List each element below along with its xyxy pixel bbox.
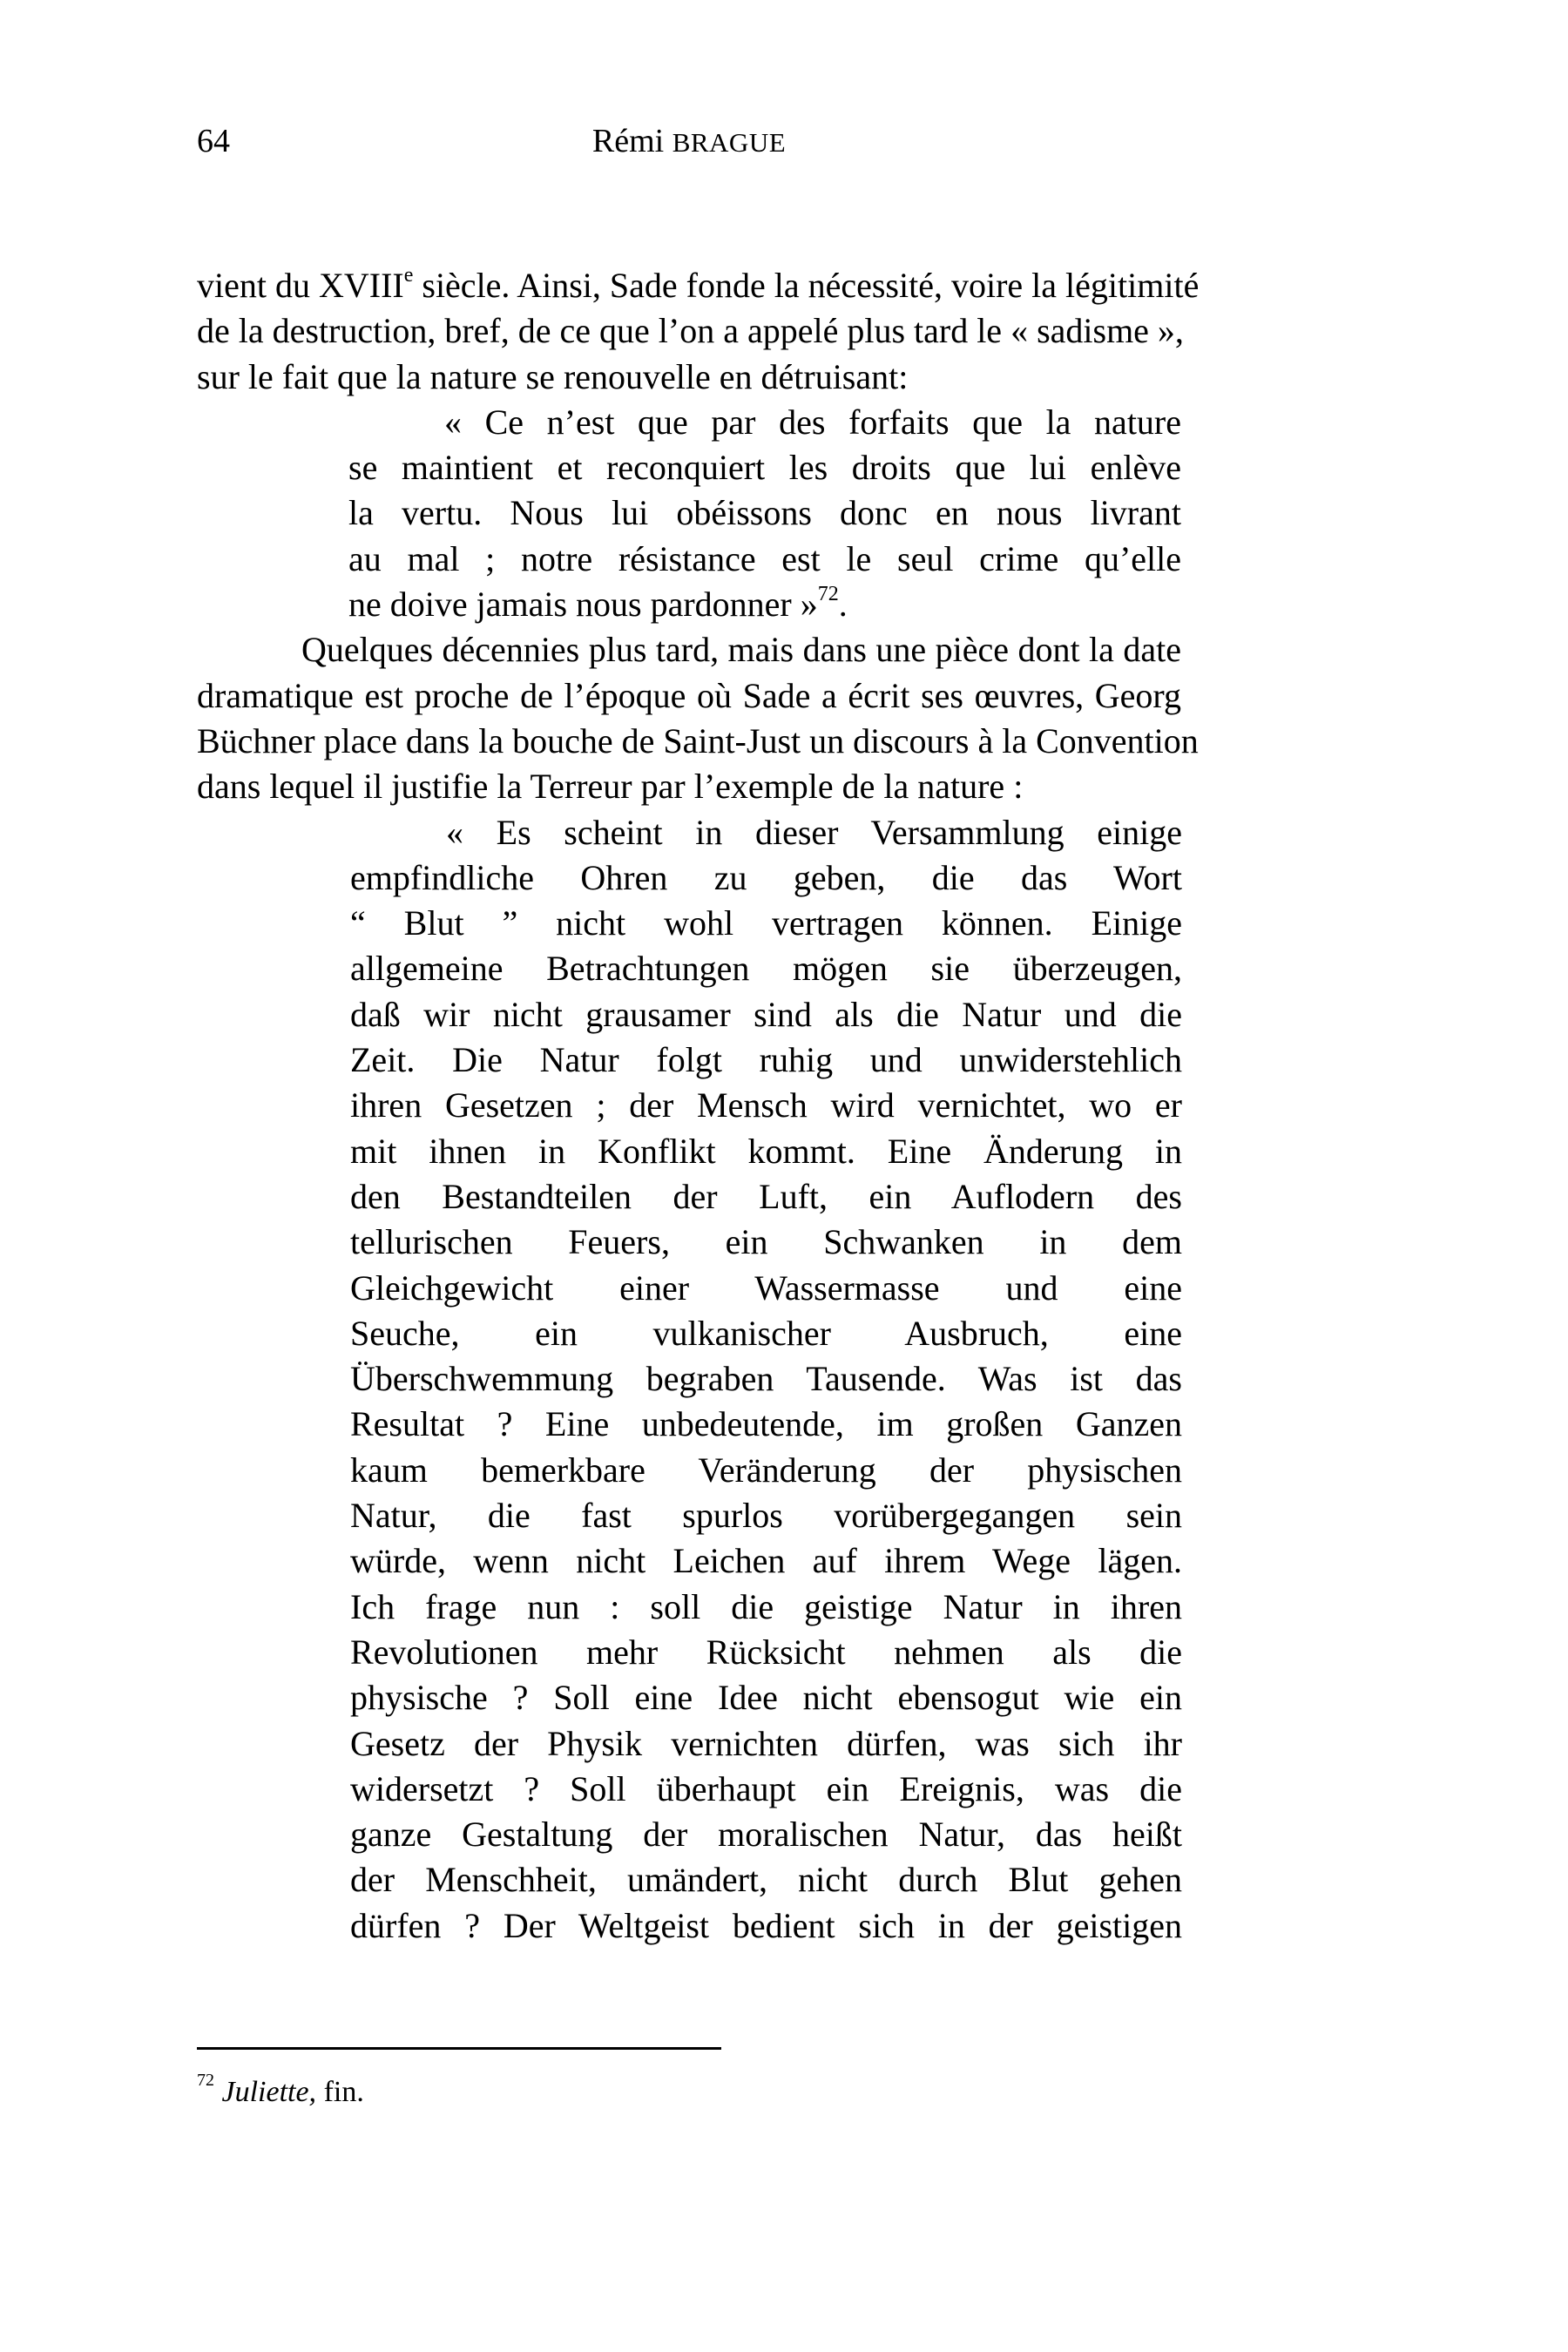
text-line: sur le fait que la nature se renouvelle en détruisant:: [197, 356, 909, 396]
text-line: Resultat ? Eine unbedeutende, im großen Ganzen: [350, 1404, 1182, 1444]
text-line: « Ce n’est que par des forfaits que la nature: [444, 402, 1181, 442]
text-line: Büchner place dans la bouche de Saint-Just un discours à la Convention: [197, 720, 1199, 760]
text-line: la vertu. Nous lui obéissons donc en nous livrant: [348, 493, 1181, 533]
text-line: de la destruction, bref, de ce que l’on a appelé plus tard le « sadisme »,: [197, 311, 1184, 351]
text-line: Überschwemmung begraben Tausende. Was ist das: [350, 1359, 1182, 1399]
text-line: [348, 582, 1181, 627]
page-header: [197, 122, 1181, 166]
block-quote-sade: [197, 400, 1181, 627]
text-line: Seuche, ein vulkanischer Ausbruch, eine: [350, 1313, 1182, 1353]
text-line: Zeit. Die Natur folgt ruhig und unwiderstehlich: [350, 1040, 1182, 1080]
paragraph-2: [197, 627, 1199, 809]
text-line: dramatique est proche de l’époque où Sade a écrit ses œuvres, Georg: [197, 675, 1181, 715]
text-line: widersetzt ? Soll überhaupt ein Ereignis, was die: [350, 1768, 1182, 1808]
text-span: siècle. Ainsi, Sade fonde la nécessité, voire la légitimité: [413, 266, 1200, 305]
superscript: e: [403, 263, 414, 287]
text-line: den Bestandteilen der Luft, ein Auflodern des: [350, 1176, 1182, 1216]
text-line: Revolutionen mehr Rücksicht nehmen als die: [350, 1632, 1182, 1672]
block-quote-buchner: [197, 810, 1181, 1949]
page-number: 64: [197, 123, 230, 159]
footnote-separator: [197, 2047, 721, 2050]
body-text: [197, 263, 1200, 1949]
text-line: kaum bemerkbare Veränderung der physischen: [350, 1450, 1182, 1490]
text-line: dürfen ? Der Weltgeist bedient sich in der geistigen: [350, 1905, 1182, 1945]
text-line: ganze Gestaltung der moralischen Natur, das heißt: [350, 1815, 1182, 1855]
text-line: empfindliche Ohren zu geben, die das Wort: [350, 857, 1182, 897]
text-line: würde, wenn nicht Leichen auf ihrem Wege lägen.: [350, 1541, 1182, 1581]
author-last-name: BRAGUE: [672, 127, 787, 158]
text-line: allgemeine Betrachtungen mögen sie überzeugen,: [350, 949, 1182, 989]
text-line: au mal ; notre résistance est le seul crime qu’elle: [348, 538, 1181, 578]
text-line: physische ? Soll eine Idee nicht ebensogut wie ein: [350, 1678, 1182, 1718]
text-line: Gleichgewicht einer Wassermasse und eine: [350, 1267, 1182, 1308]
text-line: daß wir nicht grausamer sind als die Natur und die: [350, 994, 1182, 1034]
text-line: Gesetz der Physik vernichten dürfen, was sich ihr: [350, 1723, 1182, 1763]
footnote-reference: 72: [817, 582, 839, 605]
text-line: dans lequel il justifie la Terreur par l’exemple de la nature :: [197, 767, 1024, 807]
text-line: Ich frage nun : soll die geistige Natur in ihren: [350, 1586, 1182, 1626]
footnote-number: 72: [197, 2070, 214, 2090]
text-span: vient du XVIII: [197, 266, 404, 305]
text-line: mit ihnen in Konflikt kommt. Eine Änderung in: [350, 1131, 1182, 1171]
text-span: .: [838, 585, 848, 625]
footnote-text: fin.: [316, 2076, 364, 2108]
text-line: [197, 263, 1200, 308]
footnote-title: Juliette,: [221, 2076, 317, 2108]
text-line: tellurischen Feuers, ein Schwanken in dem: [350, 1222, 1182, 1262]
text-line: se maintient et reconquiert les droits que lui enlève: [348, 448, 1181, 488]
text-line: “ Blut ” nicht wohl vertragen können. Einige: [350, 903, 1182, 943]
text-line: der Menschheit, umändert, nicht durch Blut gehen: [350, 1860, 1182, 1900]
text-line: Natur, die fast spurlos vorübergegangen sein: [350, 1496, 1182, 1536]
running-head: [197, 122, 1181, 160]
text-line: « Es scheint in dieser Versammlung einige: [446, 812, 1182, 852]
text-line: Quelques décennies plus tard, mais dans une pièce dont la date: [301, 630, 1181, 670]
paragraph-1: [197, 263, 1200, 400]
text-span: ne doive jamais nous pardonner »: [348, 585, 818, 625]
author-first-name: Rémi: [591, 123, 672, 159]
footnote-72: [197, 2070, 364, 2109]
text-line: ihren Gesetzen ; der Mensch wird vernichtet, wo er: [350, 1085, 1182, 1125]
